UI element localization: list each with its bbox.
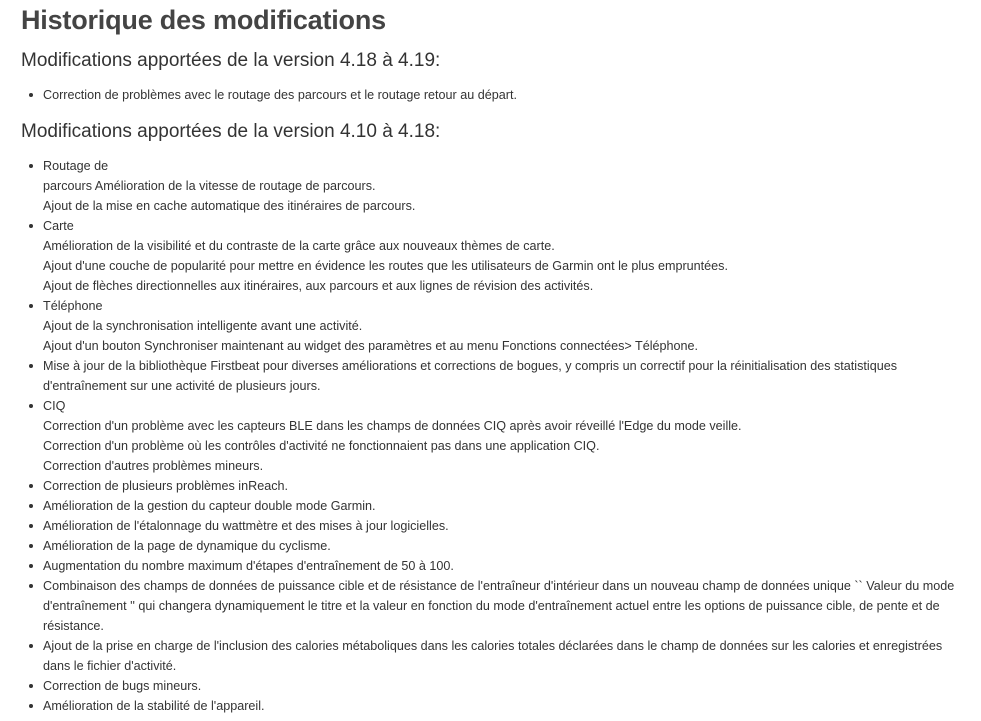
list-item-carte: [43, 216, 981, 296]
list-item-text: Mise à jour de la bibliothèque Firstbeat pour diverses améliorations et corrections de bogues, y compris un correctif pour la réinitialisation des statistiques d'entraînement sur une activité de plusieurs jours.: [43, 359, 898, 393]
list-item-text: Correction de plusieurs problèmes inReach.: [43, 479, 289, 493]
list-item-text: Amélioration de la page de dynamique du cyclisme.: [43, 539, 331, 553]
list-item: [43, 85, 981, 105]
list-item: [43, 516, 981, 536]
list-item-text: Correction d'un problème où les contrôles d'activité ne fonctionnaient pas dans une application CIQ.: [43, 439, 600, 453]
section-heading-4-19: Modifications apportées de la version 4.18 à 4.19:: [21, 50, 441, 71]
list-item-text: Combinaison des champs de données de puissance cible et de résistance de l'entraîneur d'intérieur dans un nouveau champ de données unique `` Valeur du mode d'entraînement '' qui changera dynamiquement le titre et la valeur en fonction du mode d'entraînement actuel entre les options de puissance cible, de pente et de résistance.: [43, 579, 955, 633]
list-item-text: Routage de: [43, 159, 109, 173]
list-item: [43, 636, 981, 676]
list-item: [43, 676, 981, 696]
page-title: Historique des modifications: [21, 5, 386, 35]
list-item: [43, 576, 981, 636]
list-item: [43, 496, 981, 516]
list-item-text: Amélioration de l'étalonnage du wattmètre et des mises à jour logicielles.: [43, 519, 449, 533]
list-item: [43, 476, 981, 496]
list-item-text: Correction d'autres problèmes mineurs.: [43, 459, 264, 473]
list-item-text: Correction d'un problème avec les capteurs BLE dans les champs de données CIQ après avoir réveillé l'Edge du mode veille.: [43, 419, 742, 433]
list-item-telephone: [43, 296, 981, 356]
list-item-text: Téléphone: [43, 299, 103, 313]
list-item-text: Ajout d'une couche de popularité pour mettre en évidence les routes que les utilisateurs de Garmin ont le plus empruntées.: [43, 259, 728, 273]
list-item-firstbeat: [43, 356, 981, 396]
list-item-text: Ajout de la mise en cache automatique des itinéraires de parcours.: [43, 199, 416, 213]
list-item-text: Amélioration de la stabilité de l'appareil.: [43, 699, 265, 713]
list-item: [43, 696, 981, 716]
list-item-text: Ajout de la prise en charge de l'inclusion des calories métaboliques dans les calories totales déclarées dans le champ de données sur les calories et enregistrées dans le fichier d'activité.: [43, 639, 943, 673]
changes-list-4-18: [21, 156, 981, 716]
list-item-text: Amélioration de la visibilité et du contraste de la carte grâce aux nouveaux thèmes de carte.: [43, 239, 555, 253]
list-item-text: Ajout de flèches directionnelles aux itinéraires, aux parcours et aux lignes de révision des activités.: [43, 279, 594, 293]
list-item-text: Ajout de la synchronisation intelligente avant une activité.: [43, 319, 363, 333]
changes-list-4-19: [21, 85, 981, 105]
list-item-text: Augmentation du nombre maximum d'étapes d'entraînement de 50 à 100.: [43, 559, 454, 573]
list-item-routage: [43, 156, 981, 216]
list-item-text: parcours Amélioration de la vitesse de routage de parcours.: [43, 179, 376, 193]
list-item-text: Amélioration de la gestion du capteur double mode Garmin.: [43, 499, 376, 513]
list-item-ciq: [43, 396, 981, 476]
list-item: [43, 556, 981, 576]
list-item-text: Ajout d'un bouton Synchroniser maintenant au widget des paramètres et au menu Fonctions connectées> Téléphone.: [43, 339, 699, 353]
list-item-text: Correction de bugs mineurs.: [43, 679, 202, 693]
list-item-text: Carte: [43, 219, 74, 233]
list-item-text: CIQ: [43, 399, 66, 413]
list-item: [43, 536, 981, 556]
list-item-text: Correction de problèmes avec le routage des parcours et le routage retour au départ.: [43, 88, 517, 102]
section-heading-4-18: Modifications apportées de la version 4.10 à 4.18:: [21, 121, 441, 142]
